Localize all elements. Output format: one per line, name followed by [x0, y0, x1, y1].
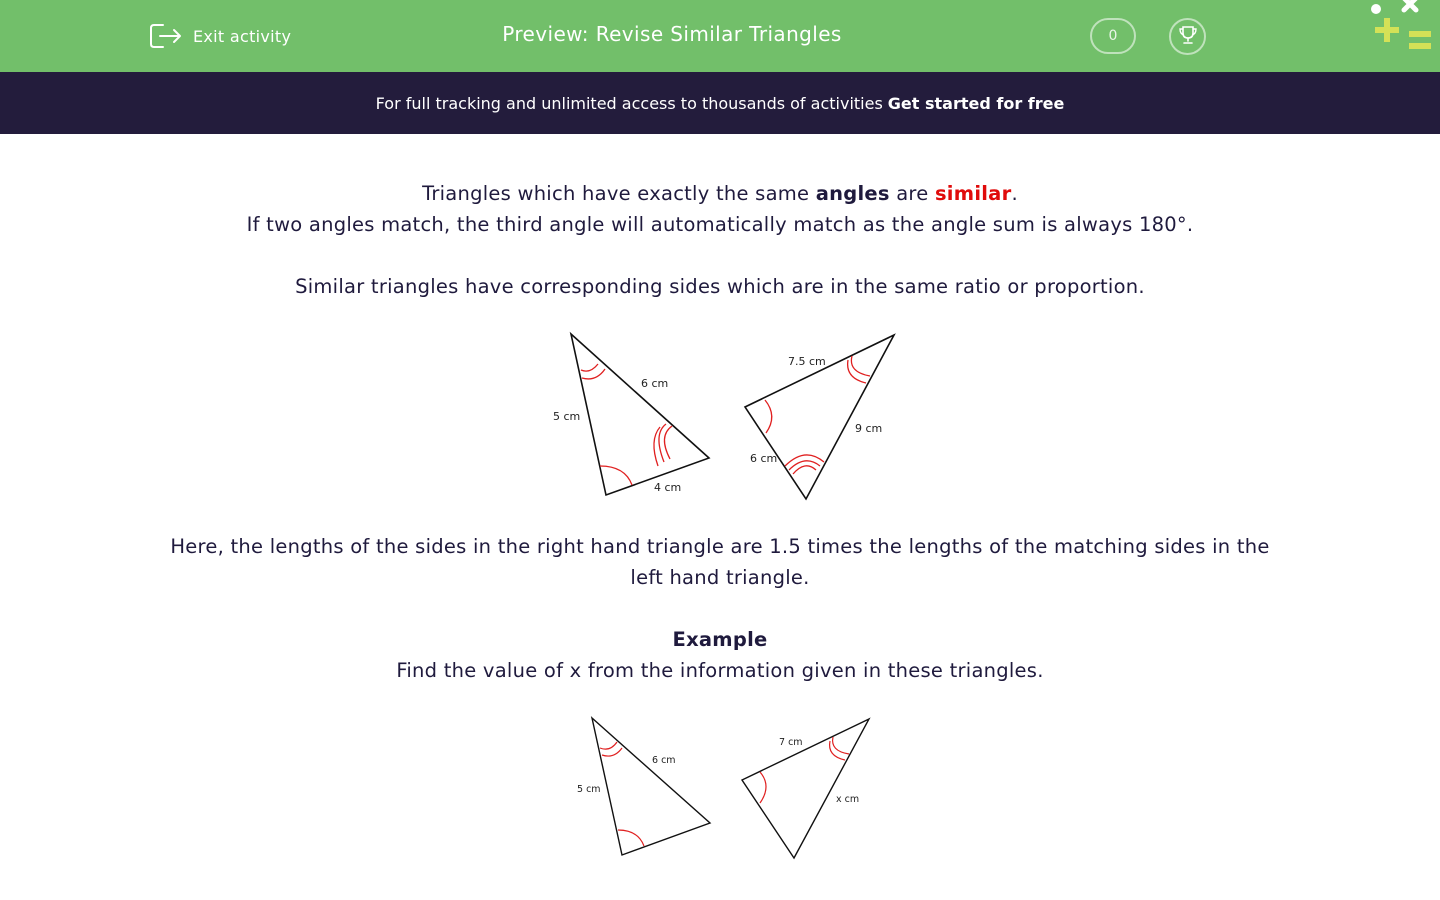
example-triangles-figure: [570, 708, 890, 860]
promo-banner: [0, 72, 1440, 134]
right-label-side: 9 cm: [855, 422, 883, 435]
example-right-triangle: [742, 719, 869, 858]
angles-keyword: angles: [815, 182, 890, 205]
exit-activity-label: Exit activity: [193, 26, 292, 46]
example-text: Find the value of x from the information given in these triangles.: [396, 659, 1044, 682]
logo-icon: [1364, 0, 1440, 60]
example-left-label-top: 6 cm: [652, 755, 676, 766]
intro-line-1: [0, 178, 1440, 209]
left-triangle: [553, 334, 709, 495]
intro-text: Triangles which have exactly the same: [422, 182, 810, 205]
right-label-top: 7.5 cm: [788, 355, 826, 368]
similar-keyword: similar: [934, 182, 1012, 205]
intro-are: are: [896, 182, 929, 205]
ratio-explanation: [0, 531, 1440, 593]
get-started-link[interactable]: Get started for free: [887, 93, 1065, 113]
left-label-bottom: 4 cm: [654, 481, 682, 494]
trophy-icon: [1177, 24, 1199, 50]
intro-line-3: Similar triangles have corresponding sides which are in the same ratio or proportion.: [295, 275, 1145, 298]
example-left-label-side: 5 cm: [577, 784, 601, 795]
intro-period: .: [1011, 182, 1018, 205]
right-triangle: [745, 335, 894, 499]
similar-triangles-figure: [540, 324, 920, 504]
intro-line-2: If two angles match, the third angle will automatically match as the angle sum is always 180°.: [246, 213, 1194, 236]
right-label-bottom: 6 cm: [750, 452, 778, 465]
left-label-top: 6 cm: [641, 377, 669, 390]
top-bar: [0, 0, 1440, 72]
promo-text: For full tracking and unlimited access to thousands of activities: [375, 93, 883, 113]
page-title: Preview: Revise Similar Triangles: [502, 22, 842, 46]
left-label-side: 5 cm: [553, 410, 581, 423]
ratio-text: Here, the lengths of the sides in the right hand triangle are 1.5 times the lengths of the matching sides in the left hand triangle.: [170, 535, 1270, 589]
trophy-button[interactable]: [1169, 18, 1206, 55]
example-right-label-top: 7 cm: [779, 737, 803, 748]
example-heading: Example: [672, 628, 768, 651]
example-right-label-side: x cm: [836, 794, 860, 805]
score-badge: 0: [1090, 18, 1136, 54]
example-left-triangle: [577, 718, 710, 855]
